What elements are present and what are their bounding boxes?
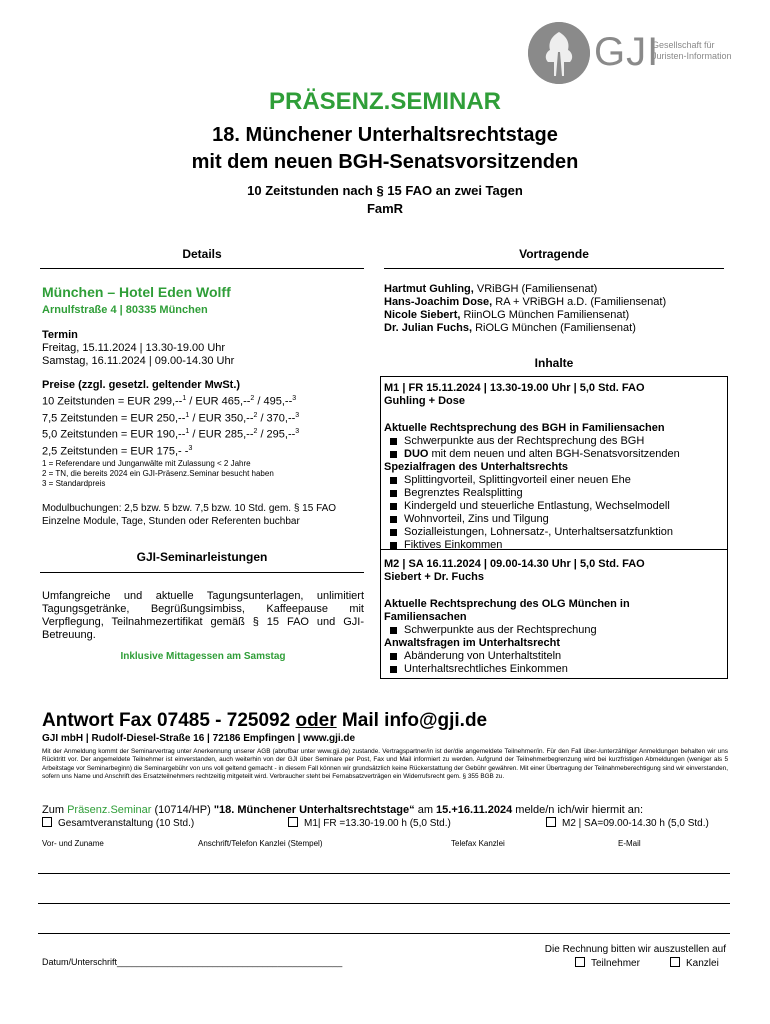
logo-subtitle: Gesellschaft für Juristen-Information [652,40,732,61]
m2-section-anwalt: Anwaltsfragen im Unterhaltsrecht [384,637,561,649]
venue: München – Hotel Eden Wolff [42,284,231,300]
field-label-address: Anschrift/Telefon Kanzlei (Stempel) [198,839,323,848]
m1-section-bgh: Aktuelle Rechtsprechung des BGH in Familiensachen [384,422,665,434]
price-footnotes: 1 = Referendare und Junganwälte mit Zulassung < 2 Jahre 2 = TN, die bereits 2024 ein GJI-Präsenz.Seminar besucht haben 3 = Standardpreis [42,459,274,488]
price-block: Preise (zzgl. gesetzl. geltender MwSt.) 10 Zeitstunden = EUR 299,--$^1$ / EUR 465,--$^2$ / 495,--$^3$ 7,5 Zeitstunden = EUR 250,--$^1$ / EUR 350,--$^2$ / 370,--$^3$ 5,0 Zeitstunden = EUR 190,--$^1$ / EUR 285,--$^2$ / 295,--$^3$ 2,5 Zeitstunden = EUR 175,- -$^3$ [42,379,372,459]
tree-figure-icon [528,22,590,84]
logo-wordmark: GJI [594,30,660,74]
m1-title: M1 | FR 15.11.2024 | 13.30-19.00 Uhr | 5,0 Std. FAO [384,382,645,394]
details-heading: Details [182,247,222,261]
company-line: GJI mbH | Rudolf-Diesel-Straße 16 | 72186 Empfingen | www.gji.de [42,733,356,744]
m2-bullet: Abänderung von Unterhaltstiteln [384,650,724,663]
speakers-rule [384,268,724,269]
speaker-item: Hans-Joachim Dose, RA + VRiBGH a.D. (Familiensenat) [384,296,667,308]
field-label-email: E-Mail [618,839,641,848]
gji-logo-emblem [528,22,590,84]
speaker-item: Dr. Julian Fuchs, RiOLG München (Familiensenat) [384,322,636,334]
leistungen-text: Umfangreiche und aktuelle Tagungsunterlagen, unlimitiert Tagungsgetränke, Begrüßungsimbiss, Kaffeepause mit Verpflegung, Teilnahmezertifikat gemäß § 15 FAO und GJI-Betreuung. [42,590,364,641]
entry-line-1[interactable] [38,873,730,874]
modul-info: Modulbuchungen: 2,5 bzw. 5 bzw. 7,5 bzw. 10 Std. gem. § 15 FAO Einzelne Module, Tage, Stunden oder Referenten buchbar [42,503,337,527]
legal-text: Mit der Anmeldung kommt der Seminarvertrag unter Anerkennung unserer AGB (abrufbar unter www.gji.de) zustande. Vertragspartner/in ist der/die angemeldete Teilnehmer/in. Für den Fall über-/unterzähliger Anmeldungen behalten wir uns Rücktritt vor. Der angemeldete Teilnehmer ist einverstanden, auch weiterhin von der GJI über Seminare per Post, Fax und Mail informiert zu werden. Aufgrund der Teilnehmerbegrenzung wird bei kurzfristigen Abmeldungen (weniger als 5 Arbeitstage vor Seminarbeginn) die Seminargebühr von uns voll geltend gemacht - in diesem Fall können wir grundsätzlich keine Rückerstattung der Gebühr gewähren. Mit einer Übertragung der Teilnahmeberechtigung sind wir einverstanden, sofern uns Name und Anschrift des Ersatzteilnehmers rechtzeitig mitgeteilt wird. Verbraucher steht bei Fernabsatzverträgen ein Widerrufsrecht gem. § 355 BGB zu. [42,748,728,781]
termin-block: Termin Freitag, 15.11.2024 | 13.30-19.00 Uhr Samstag, 16.11.2024 | 09.00-14.30 Uhr [42,329,235,367]
registration-line: Zum Präsenz.Seminar (10714/HP) "18. Münchener Unterhaltsrechtstage“ am 15.+16.11.2024 melde/n ich/wir hiermit an: [42,804,644,816]
m1-bullet: Kindergeld und steuerliche Entlastung, Wechselmodell [384,500,724,513]
invoice-label: Die Rechnung bitten wir auszustellen auf [544,944,726,955]
field-label-fax: Telefax Kanzlei [451,839,505,848]
inhalte-heading: Inhalte [534,356,574,370]
speakers-heading: Vortragende [519,247,589,261]
m1-bullet: Schwerpunkte aus der Rechtsprechung des BGH [384,435,724,448]
checkbox-gesamt[interactable] [42,817,52,827]
seminar-subtitle: 10 Zeitstunden nach § 15 FAO an zwei Tagen FamR [247,183,523,216]
m2-section-olg: Aktuelle Rechtsprechung des OLG München in Familiensachen [384,598,630,623]
venue-address: Arnulfstraße 4 | 80335 München [42,304,208,316]
m1-bullet: Sozialleistungen, Lohnersatz-, Unterhaltsersatzfunktion [384,526,724,539]
m1-bullet: Begrenztes Realsplitting [384,487,724,500]
field-label-name: Vor- und Zuname [42,839,104,848]
module-m2-box [380,548,728,679]
price-row: 7,5 Zeitstunden = EUR 250,--$^1$ / EUR 350,--$^2$ / 370,--$^3$ [42,411,300,425]
speaker-item: Hartmut Guhling, VRiBGH (Familiensenat) [384,283,598,295]
signature-line[interactable]: Datum/Unterschrift_____________________________________________ [42,957,343,967]
m2-bullet: Unterhaltsrechtliches Einkommen [384,663,724,676]
leistungen-rule [40,572,364,573]
m2-speakers: Siebert + Dr. Fuchs [384,571,484,583]
antwort-heading: Antwort Fax 07485 - 725092 oder Mail info@gji.de [42,710,488,731]
checkbox-m1[interactable] [288,817,298,827]
option-m2[interactable]: M2 | SA=09.00-14.30 h (5,0 Std.) [546,817,709,829]
details-rule [40,268,364,269]
checkbox-teilnehmer[interactable] [575,957,585,967]
option-gesamt[interactable]: Gesamtveranstaltung (10 Std.) [42,817,194,829]
option-m1[interactable]: M1| FR =13.30-19.00 h (5,0 Std.) [288,817,451,829]
m1-bullet-duo: DUO mit dem neuen und alten BGH-Senatsvorsitzenden [384,448,724,461]
price-row: 10 Zeitstunden = EUR 299,--$^1$ / EUR 465,--$^2$ / 495,--$^3$ [42,395,297,408]
m1-speakers: Guhling + Dose [384,395,465,407]
m2-bullet: Schwerpunkte aus der Rechtsprechung [384,624,724,637]
m2-title: M2 | SA 16.11.2024 | 09.00-14.30 Uhr | 5,0 Std. FAO [384,558,645,570]
module-m1-box [380,376,728,550]
price-row: 5,0 Zeitstunden = EUR 190,--$^1$ / EUR 285,--$^2$ / 295,--$^3$ [42,428,300,441]
m1-bullet: Splittingvorteil, Splittingvorteil einer neuen Ehe [384,474,724,487]
leistungen-heading: GJI-Seminarleistungen [136,550,268,564]
speaker-item: Nicole Siebert, RiinOLG München Familiensenat) [384,309,630,321]
invoice-option-kanzlei[interactable]: Kanzlei [670,957,719,969]
speaker-list [384,283,666,335]
entry-line-2[interactable] [38,903,730,904]
entry-line-3[interactable] [38,933,730,934]
m1-bullet: Wohnvorteil, Zins und Tilgung [384,513,724,526]
m1-bullet: Fiktives Einkommen [384,539,724,552]
checkbox-m2[interactable] [546,817,556,827]
checkbox-kanzlei[interactable] [670,957,680,967]
lunch-note: Inklusive Mittagessen am Samstag [120,651,286,662]
m1-section-spezial: Spezialfragen des Unterhaltsrechts [384,461,569,473]
seminar-title: 18. Münchener Unterhaltsrechtstage mit dem neuen BGH-Senatsvorsitzenden [191,124,579,173]
invoice-option-teilnehmer[interactable]: Teilnehmer [575,957,640,969]
seminar-type: PRÄSENZ.SEMINAR [268,88,502,115]
